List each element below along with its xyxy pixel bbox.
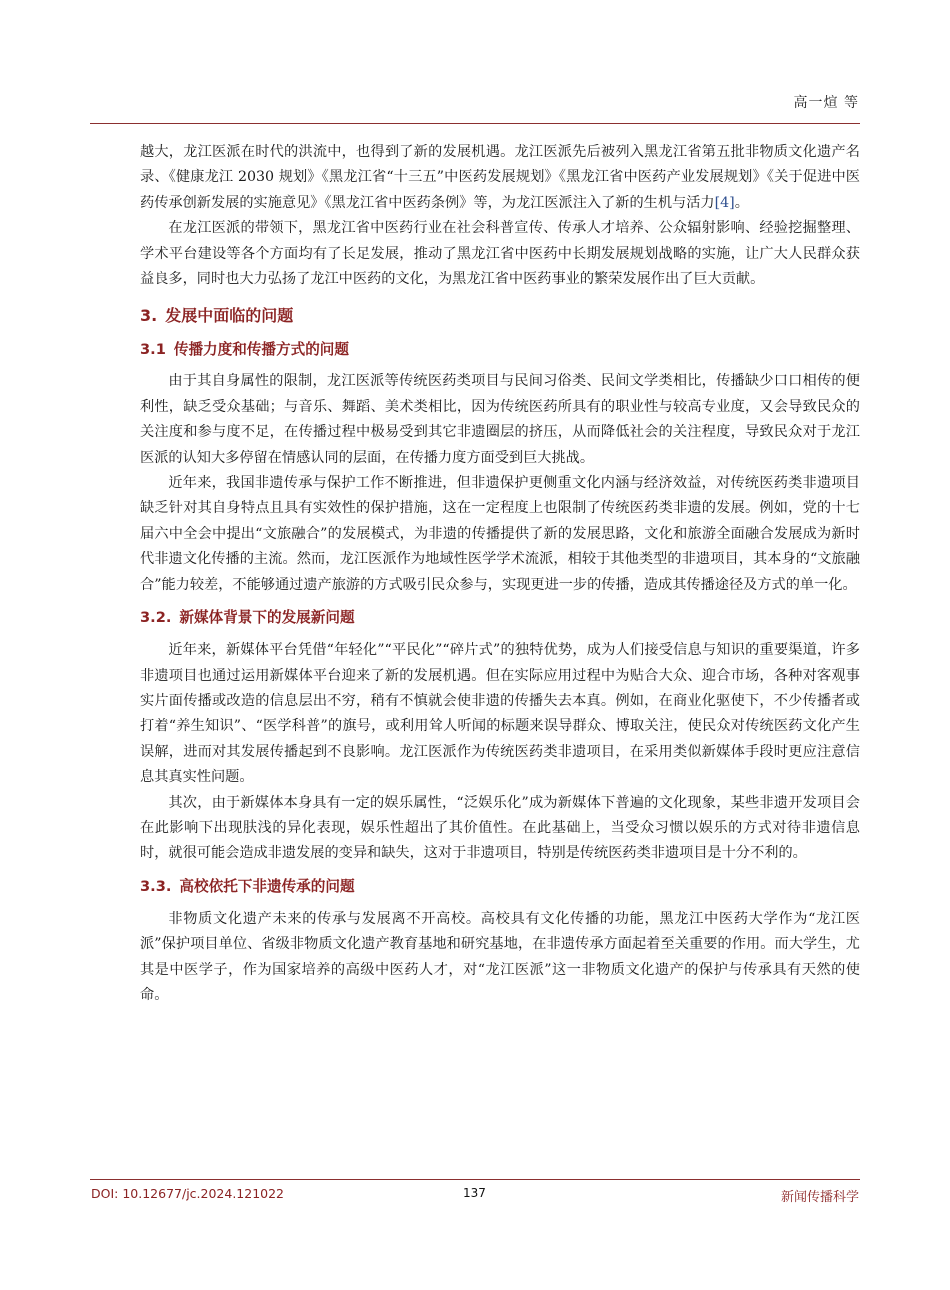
- section-3-number: 3.: [140, 306, 158, 326]
- section-3-3-heading: [140, 867, 860, 907]
- page-number: 137: [463, 1186, 486, 1200]
- footer-divider: [90, 1179, 860, 1180]
- paragraph-3: 由于其自身属性的限制，龙江医派等传统医药类项目与民间习俗类、民间文学类相比，传播缺少口口相传的便利性，缺乏受众基础；与音乐、舞蹈、美术类相比，因为传统医药所具有的职业性与较高专业度，又会导致民众的关注度和参与度不足，在传播过程中极易受到其它非遗圈层的挤压，从而降低社会的关注程度，导致民众对于龙江医派的认知大多停留在情感认同的层面，在传播力度方面受到巨大挑战。: [140, 373, 860, 466]
- journal-name: 新闻传播科学: [780, 1190, 859, 1205]
- section-3-2-title: 新媒体背景下的发展新问题: [179, 609, 355, 627]
- section-3-1-title: 传播力度和传播方式的问题: [173, 341, 349, 359]
- section-3-heading: [140, 297, 860, 335]
- article-body: [140, 140, 860, 1008]
- paragraph-6: 其次，由于新媒体本身具有一定的娱乐属性，“泛娱乐化”成为新媒体下普遍的文化现象，某些非遗开发项目会在此影响下出现肤浅的异化表现，娱乐性超出了其价值性。在此基础上，当受众习惯以娱乐的方式对待非遗信息时，就很可能会造成非遗发展的变异和缺失，这对于非遗项目，特别是传统医药类非遗项目是十分不利的。: [140, 794, 860, 862]
- paragraph-4: 近年来，我国非遗传承与保护工作不断推进，但非遗保护更侧重文化内涵与经济效益，对传统医药类非遗项目缺乏针对其自身特点且具有实效性的保护措施，这在一定程度上也限制了传统医药类非遗的发展。例如，党的十七届六中全会中提出“文旅融合”的发展模式，为非遗的传播提供了新的发展思路，文化和旅游全面融合发展成为新时代非遗文化传播的主流。然而，龙江医派作为地域性医学学术流派，相较于其他类型的非遗项目，其本身的“文旅融合”能力较差，不能够通过遗产旅游的方式吸引民众参与，实现更进一步的传播，造成其传播途径及方式的单一化。: [140, 475, 860, 593]
- footer-doi[interactable]: DOI: 10.12677/jc.2024.121022: [91, 1186, 285, 1201]
- header-author: 高一煊 等: [793, 95, 859, 111]
- section-3-title: 发展中面临的问题: [165, 306, 294, 326]
- section-3-1-number: 3.1: [140, 341, 166, 359]
- paragraph-5: 近年来，新媒体平台凭借“年轻化”“平民化”“碎片式”的独特优势，成为人们接受信息与知识的重要渠道，许多非遗项目也通过运用新媒体平台迎来了新的发展机遇。但在实际应用过程中为贴合大众、迎合市场，各种对客观事实片面传播或改造的信息层出不穷，稍有不慎就会使非遗的传播失去本真。例如，在商业化驱使下，不少传播者或打着“养生知识”、“医学科普”的旗号，或利用耸人听闻的标题来误导群众、博取关注，使民众对传统医药文化产生误解，进而对其发展传播起到不良影响。龙江医派作为传统医药类非遗项目，在采用类似新媒体手段时更应注意信息其真实性问题。: [140, 642, 860, 786]
- section-3-3-number: 3.3.: [140, 877, 172, 895]
- paragraph-2: 在龙江医派的带领下，黑龙江省中医药行业在社会科普宣传、传承人才培养、公众辐射影响、经验挖掘整理、学术平台建设等各个方面均有了长足发展，推动了黑龙江省中医药中长期发展规划战略的实施，让广大人民群众获益良多，同时也大力弘扬了龙江中医药的文化，为黑龙江省中医药事业的繁荣发展作出了巨大贡献。: [140, 220, 860, 288]
- paragraph-1-text: 越大，龙江医派在时代的洪流中，也得到了新的发展机遇。龙江医派先后被列入黑龙江省第五批非物质文化遗产名录、《健康龙江 2030 规划》《黑龙江省“十三五”中医药发展规划》《黑龙江省中医药产业发展规划》《关于促进中医药传承创新发展的实施意见》《黑龙江省中医药条例》等，为龙江医派注入了新的生机与活力: [140, 144, 860, 211]
- header-divider: [90, 123, 860, 124]
- section-3-3-title: 高校依托下非遗传承的问题: [179, 877, 355, 895]
- section-3-1-heading: [140, 335, 860, 369]
- citation-link[interactable]: [4]: [714, 194, 735, 211]
- section-3-2-heading: [140, 598, 860, 638]
- section-3-2-number: 3.2.: [140, 609, 172, 627]
- paragraph-7: 非物质文化遗产未来的传承与发展离不开高校。高校具有文化传播的功能，黑龙江中医药大学作为“龙江医派”保护项目单位、省级非物质文化遗产教育基地和研究基地，在非遗传承方面起着至关重要的作用。而大学生，尤其是中医学子，作为国家培养的高级中医药人才，对“龙江医派”这一非物质文化遗产的保护与传承具有天然的使命。: [140, 910, 860, 1003]
- paragraph-1-end: 。: [734, 194, 749, 211]
- paragraph-1: [140, 140, 860, 216]
